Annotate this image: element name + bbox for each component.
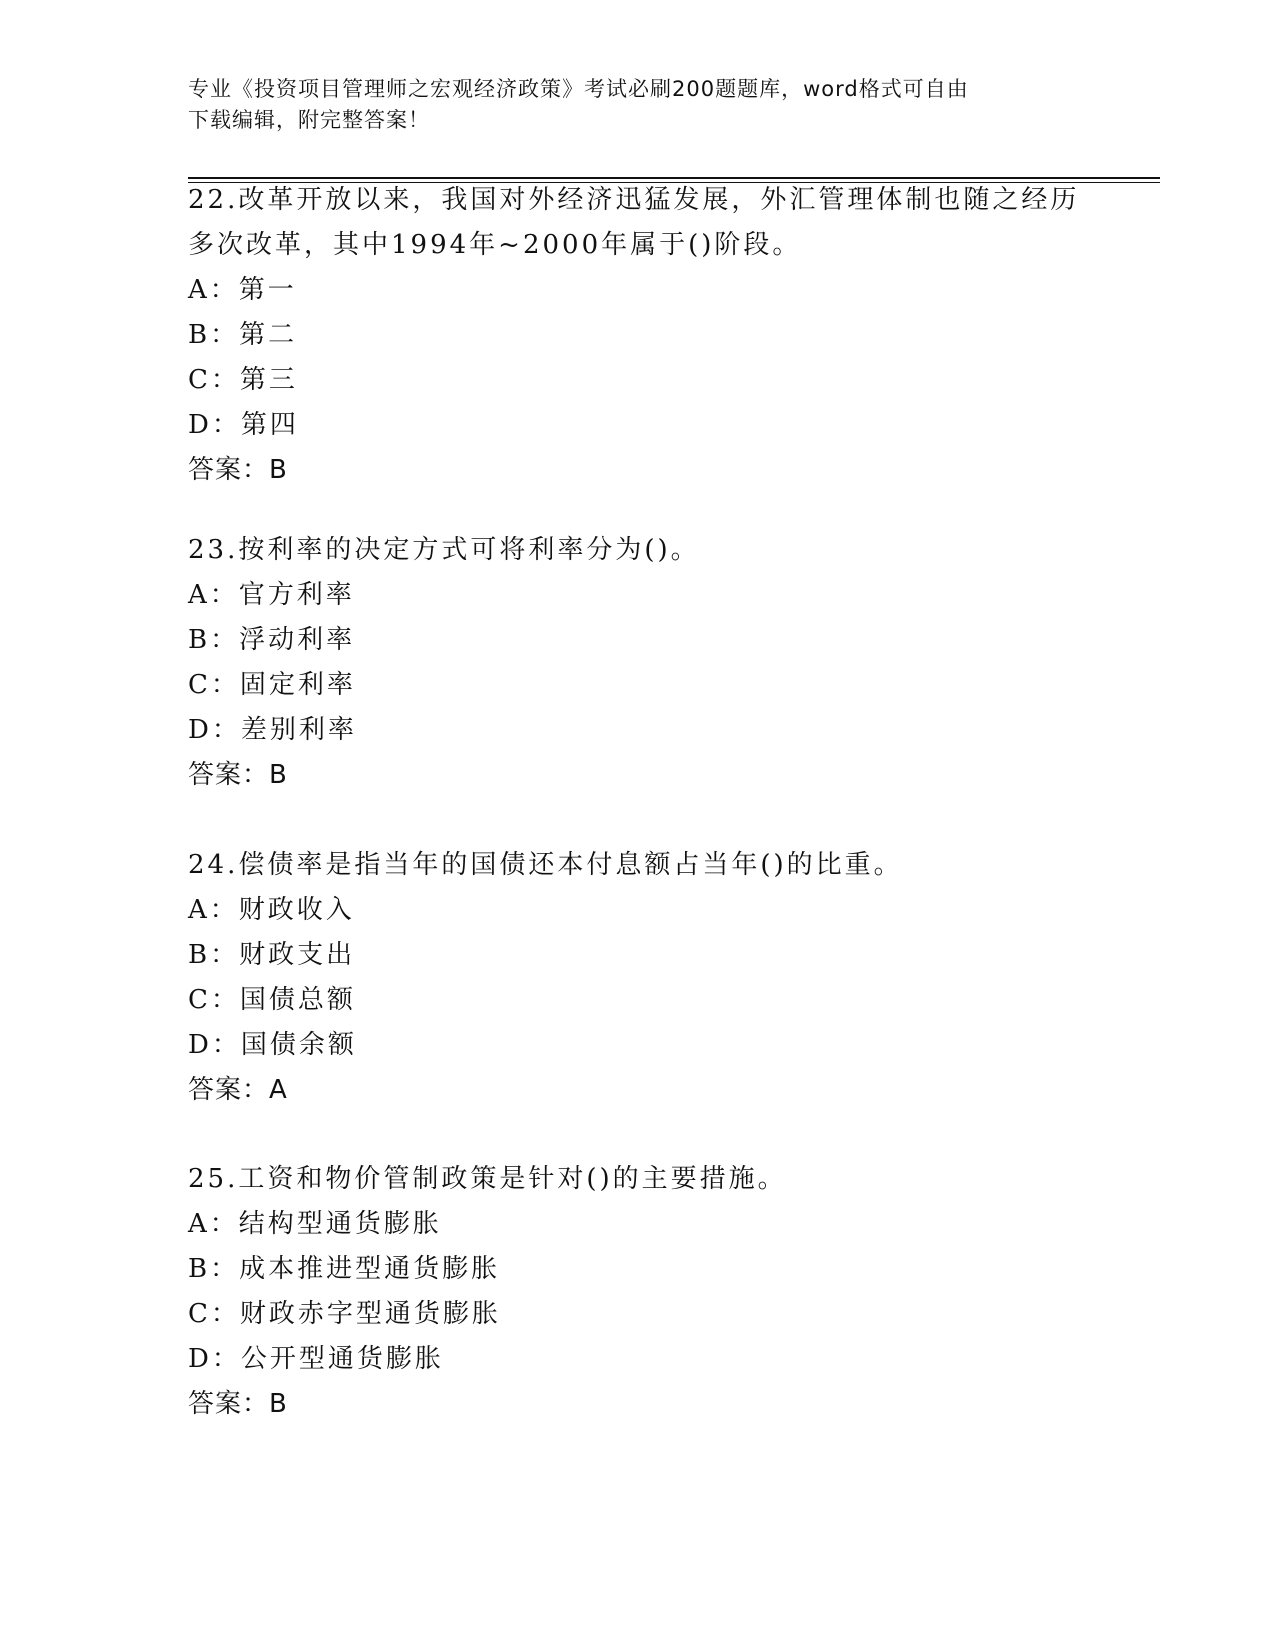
option-c: C：固定利率 bbox=[188, 670, 356, 700]
option-a: A：官方利率 bbox=[188, 580, 355, 610]
document-header bbox=[188, 74, 1068, 136]
option-c: C：财政赤字型通货膨胀 bbox=[188, 1299, 501, 1329]
answer-line: 答案：B bbox=[188, 760, 288, 790]
option-d: D：国债余额 bbox=[188, 1030, 357, 1060]
question-stem-line: 多次改革，其中1994年~2000年属于()阶段。 bbox=[188, 230, 802, 260]
option-c: C：第三 bbox=[188, 365, 298, 395]
answer-line: 答案：A bbox=[188, 1075, 288, 1105]
answer-line: 答案：B bbox=[188, 455, 288, 485]
option-b: B：财政支出 bbox=[188, 940, 356, 970]
option-d: D：差别利率 bbox=[188, 715, 357, 745]
question-stem-line: 25.工资和物价管制政策是针对()的主要措施。 bbox=[188, 1164, 787, 1194]
question-22 bbox=[188, 178, 1108, 493]
option-b: B：浮动利率 bbox=[188, 625, 356, 655]
question-23 bbox=[188, 528, 1108, 798]
option-d: D：第四 bbox=[188, 410, 299, 440]
header-line-1: 专业《投资项目管理师之宏观经济政策》考试必刷200题题库，word格式可自由 bbox=[188, 77, 969, 101]
question-stem-line: 23.按利率的决定方式可将利率分为()。 bbox=[188, 535, 700, 565]
question-24 bbox=[188, 843, 1108, 1113]
option-a: A：财政收入 bbox=[188, 895, 355, 925]
question-stem-line: 22.改革开放以来，我国对外经济迅猛发展，外汇管理体制也随之经历 bbox=[188, 185, 1080, 215]
option-d: D：公开型通货膨胀 bbox=[188, 1344, 444, 1374]
option-a: A：第一 bbox=[188, 275, 297, 305]
option-b: B：第二 bbox=[188, 320, 298, 350]
option-a: A：结构型通货膨胀 bbox=[188, 1209, 442, 1239]
option-b: B：成本推进型通货膨胀 bbox=[188, 1254, 501, 1284]
question-stem-line: 24.偿债率是指当年的国债还本付息额占当年()的比重。 bbox=[188, 850, 903, 880]
header-line-2: 下载编辑，附完整答案！ bbox=[188, 108, 430, 132]
question-25 bbox=[188, 1157, 1108, 1427]
answer-line: 答案：B bbox=[188, 1389, 288, 1419]
option-c: C：国债总额 bbox=[188, 985, 356, 1015]
